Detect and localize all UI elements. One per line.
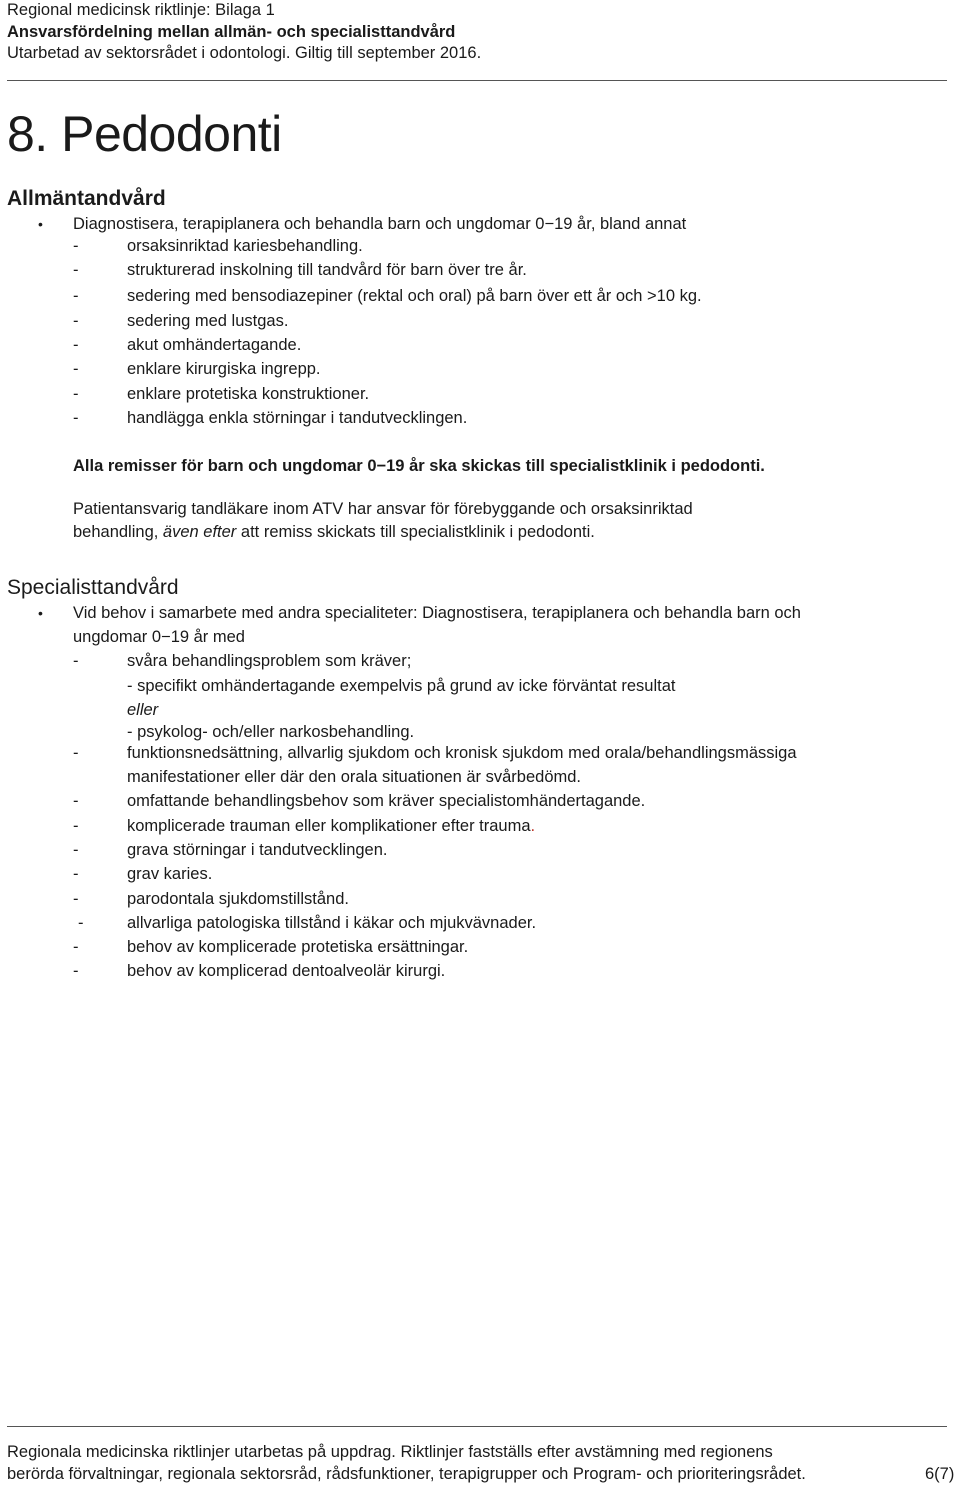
list-item: parodontala sjukdomstillstånd.: [127, 890, 349, 908]
dash-icon: -: [73, 360, 79, 378]
section-heading-specialisttandvard: Specialisttandvård: [7, 576, 179, 599]
sub-item: - specifikt omhändertagande exempelvis på grund av icke förväntat resultat: [127, 677, 676, 695]
dash-icon: -: [73, 409, 79, 427]
dash-icon: -: [73, 287, 79, 305]
list-item: behov av komplicerade protetiska ersättningar.: [127, 938, 469, 956]
dash-icon: -: [73, 890, 79, 908]
paragraph-emphasis: även efter: [162, 523, 237, 541]
dash-icon: -: [73, 385, 79, 403]
header-line-2: Ansvarsfördelning mellan allmän- och specialisttandvård: [7, 23, 456, 41]
bullet-icon: •: [38, 605, 43, 621]
dash-icon: -: [73, 938, 79, 956]
list-item: sedering med bensodiazepiner (rektal och oral) på barn över ett år och >10 kg.: [127, 287, 702, 305]
section1-bullet-text: Diagnostisera, terapiplanera och behandla barn och ungdomar 0−19 år, bland annat: [73, 215, 687, 233]
list-item: grav karies.: [127, 865, 213, 883]
list-item: behov av komplicerad dentoalveolär kirurgi.: [127, 962, 446, 980]
responsibility-paragraph-line-2: [73, 522, 595, 542]
section2-bullet-line-1: Vid behov i samarbete med andra specialiteter: Diagnostisera, terapiplanera och behandla barn och: [73, 604, 801, 622]
list-item: akut omhändertagande.: [127, 336, 302, 354]
footer-divider: [7, 1426, 947, 1427]
list-item: orsaksinriktad kariesbehandling.: [127, 237, 363, 255]
header-divider: [7, 80, 947, 81]
bullet-icon: •: [38, 216, 43, 232]
dash-icon: -: [73, 865, 79, 883]
dash-icon: -: [78, 914, 84, 932]
list-item: funktionsnedsättning, allvarlig sjukdom och kronisk sjukdom med orala/behandlingsmässiga: [127, 744, 797, 762]
dash-icon: -: [73, 237, 79, 255]
list-item-continuation: manifestationer eller där den orala situationen är svårbedömd.: [127, 768, 582, 786]
sub-item: - psykolog- och/eller narkosbehandling.: [127, 723, 415, 741]
dash-icon: -: [73, 652, 79, 670]
list-item-text: komplicerade trauman eller komplikationer efter trauma: [127, 817, 531, 835]
page-title: 8. Pedodonti: [7, 106, 282, 162]
dash-icon: -: [73, 962, 79, 980]
dash-icon: -: [73, 744, 79, 762]
footer-line-1: Regionala medicinska riktlinjer utarbetas på uppdrag. Riktlinjer fastställs efter avstämning med regionens: [7, 1443, 773, 1461]
dash-icon: -: [73, 312, 79, 330]
dash-icon: -: [73, 792, 79, 810]
section-heading-allmantandvard: Allmäntandvård: [7, 187, 166, 210]
list-item-period: .: [530, 817, 536, 835]
list-item: enklare protetiska konstruktioner.: [127, 385, 370, 403]
list-item: grava störningar i tandutvecklingen.: [127, 841, 388, 859]
footer-line-2: berörda förvaltningar, regionala sektorsråd, rådsfunktioner, terapigrupper och Program- och prioriteringsrådet.: [7, 1465, 806, 1483]
or-text: eller: [127, 701, 159, 719]
list-item: sedering med lustgas.: [127, 312, 289, 330]
paragraph-text: att remiss skickats till specialistklinik i pedodonti.: [236, 523, 595, 541]
list-item: svåra behandlingsproblem som kräver;: [127, 652, 412, 670]
list-item: [127, 816, 535, 836]
header-line-3: Utarbetad av sektorsrådet i odontologi. Giltig till september 2016.: [7, 44, 482, 62]
dash-icon: -: [73, 841, 79, 859]
responsibility-paragraph-line-1: Patientansvarig tandläkare inom ATV har ansvar för förebyggande och orsaksinriktad: [73, 500, 693, 518]
section2-bullet-line-2: ungdomar 0−19 år med: [73, 628, 245, 646]
dash-icon: -: [73, 261, 79, 279]
dash-icon: -: [73, 817, 79, 835]
list-item: strukturerad inskolning till tandvård för barn över tre år.: [127, 261, 527, 279]
sub-item-or: [127, 700, 158, 720]
paragraph-text: behandling,: [73, 523, 163, 541]
page-number: 6(7): [925, 1465, 955, 1483]
referral-notice: Alla remisser för barn och ungdomar 0−19 år ska skickas till specialistklinik i pedodonti.: [73, 457, 765, 475]
list-item: enklare kirurgiska ingrepp.: [127, 360, 321, 378]
list-item: omfattande behandlingsbehov som kräver specialistomhändertagande.: [127, 792, 646, 810]
header-line-1: Regional medicinsk riktlinje: Bilaga 1: [7, 1, 275, 19]
dash-icon: -: [73, 336, 79, 354]
list-item: handlägga enkla störningar i tandutvecklingen.: [127, 409, 468, 427]
list-item: allvarliga patologiska tillstånd i käkar och mjukvävnader.: [127, 914, 537, 932]
